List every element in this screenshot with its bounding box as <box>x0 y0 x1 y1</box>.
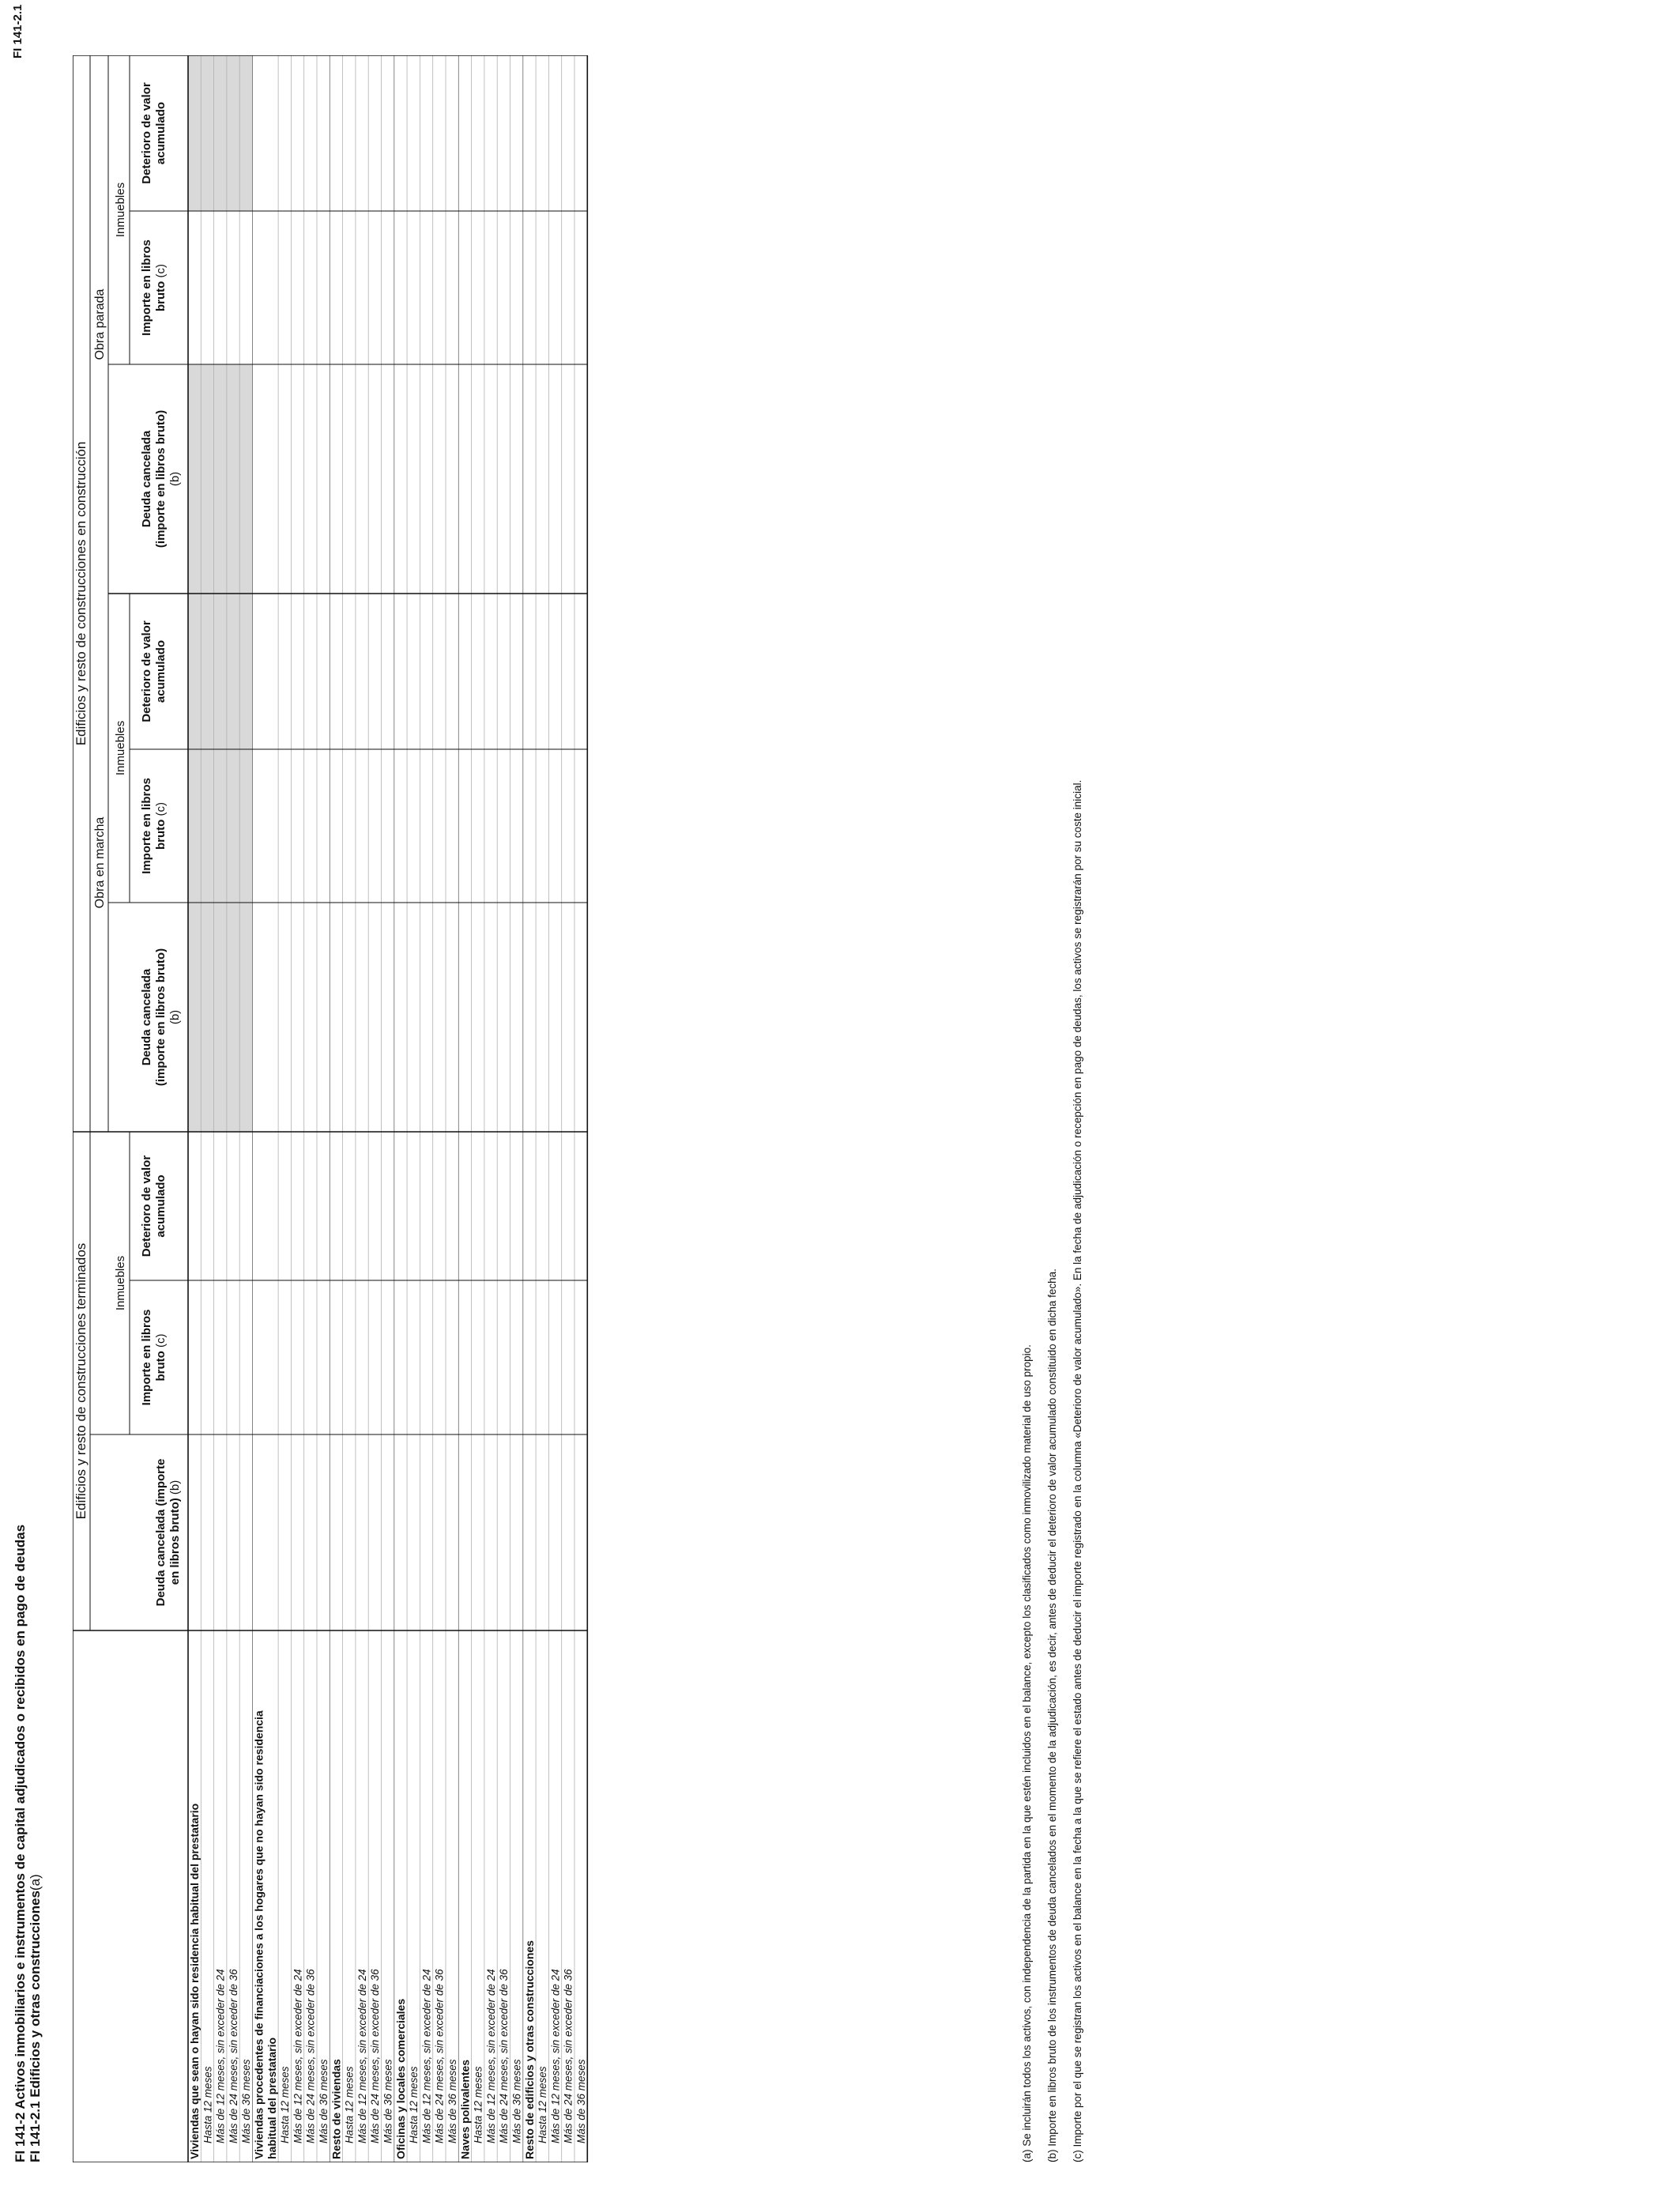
page-code: FI 141-2.1 <box>11 4 24 58</box>
row-group-label-4-0: Naves polivalentes <box>458 2059 472 2159</box>
colhead-deterioro-term-l2: acumulado <box>154 1174 168 1238</box>
row-group-label-5-0: Resto de edificios y otras construcciones <box>522 1940 536 2159</box>
row-label-3-3: Más de 36 meses <box>446 2059 458 2143</box>
row-label-2-0: Hasta 12 meses <box>343 2066 356 2143</box>
row-label-4-1: Más de 12 meses, sin exceder de 24 <box>484 1969 497 2143</box>
colhead-importe-parada-l2: bruto (c) <box>154 264 168 311</box>
title-block <box>13 1525 43 2162</box>
data-table <box>73 55 594 2162</box>
row-group-label-3-0: Oficinas y locales comerciales <box>394 1998 407 2159</box>
row-label-4-2: Más de 24 meses, sin exceder de 36 <box>498 1969 510 2143</box>
row-label-2-3: Más de 36 meses <box>382 2059 394 2143</box>
colhead-deuda-parada-l1: Deuda cancelada <box>140 430 153 528</box>
title-line-1: FI 141-2 Activos inmobiliarios e instrumentos de capital adjudicados o recibidos en pago de deudas <box>13 1524 28 2162</box>
colhead-deterioro-parada-l1: Deterioro de valor <box>140 82 153 184</box>
row-label-3-1: Más de 12 meses, sin exceder de 24 <box>420 1969 433 2143</box>
colhead-deuda-term-l2: en libros bruto) (b) <box>168 1480 182 1585</box>
row-label-2-1: Más de 12 meses, sin exceder de 24 <box>356 1969 368 2143</box>
row-label-4-3: Más de 36 meses <box>510 2059 523 2143</box>
row-group-label-0-0: Viviendas que sean o hayan sido residencia habitual del prestatario <box>188 1803 201 2159</box>
row-label-5-0: Hasta 12 meses <box>537 2066 549 2143</box>
row-label-1-2: Más de 24 meses, sin exceder de 36 <box>304 1969 317 2143</box>
footnote-c: (c) Importe por el que se registran los activos en el balance en la fecha a la que se refiere el estado antes de deducir el importe registrado en la columna «Deterioro de valor acumulado». En la fecha de adjudicación o recepción en pago de deudas, los activos se registrarán por su coste inicial. <box>1072 779 1083 2162</box>
row-label-5-3: Más de 36 meses <box>575 2059 587 2143</box>
colhead-deterioro-marcha-l1: Deterioro de valor <box>140 620 153 722</box>
row-label-0-2: Más de 24 meses, sin exceder de 36 <box>227 1969 239 2143</box>
colhead-deterioro-parada-l2: acumulado <box>154 101 168 165</box>
footnotes <box>1019 780 1095 2162</box>
row-label-1-1: Más de 12 meses, sin exceder de 24 <box>292 1969 304 2143</box>
row-label-4-0: Hasta 12 meses <box>472 2066 484 2143</box>
footnote-a: (a) Se incluirán todos los activos, con independencia de la partida en la que estén incluidos en el balance, excepto los clasificados como inmovilizado material de uso propio. <box>1021 1344 1033 2162</box>
title-note-ref: (a) <box>28 1874 43 1891</box>
footnote-b: (b) Importe en libros bruto de los instrumentos de deuda cancelados en el momento de la adjudicación, es decir, antes de deducir el deterioro de valor acumulado constituido en dicha fecha. <box>1046 1269 1058 2162</box>
colhead-deuda-parada-ref: (b) <box>168 471 182 487</box>
row-label-2-2: Más de 24 meses, sin exceder de 36 <box>369 1969 382 2143</box>
header-inmuebles-terminados: Inmuebles <box>114 1255 127 1311</box>
row-label-1-3: Más de 36 meses <box>318 2059 330 2143</box>
colhead-deuda-marcha-l1: Deuda cancelada <box>140 968 153 1066</box>
colhead-deuda-term-l1: Deuda cancelada (importe <box>154 1458 168 1607</box>
shaded-block-parada-deterioro <box>188 55 253 211</box>
colhead-deuda-marcha-ref: (b) <box>168 1009 182 1025</box>
colhead-importe-parada-l1: Importe en libros <box>140 239 153 336</box>
header-inmuebles-marcha: Inmuebles <box>114 720 127 776</box>
row-group-label-1-0: Viviendas procedentes de financiaciones a los hogares que no hayan sido residencia <box>252 1710 266 2159</box>
colhead-deuda-parada-l2: (importe en libros bruto) <box>154 409 168 548</box>
colhead-deterioro-marcha-l2: acumulado <box>154 639 168 703</box>
colhead-deterioro-term-l1: Deterioro de valor <box>140 1155 153 1257</box>
colhead-importe-term-l2: bruto (c) <box>154 1333 168 1382</box>
colhead-importe-marcha-l2: bruto (c) <box>154 802 168 850</box>
header-terminados: Edificios y resto de construcciones terminados <box>73 1242 89 1520</box>
header-obra-parada: Obra parada <box>93 288 107 360</box>
colhead-importe-marcha-l1: Importe en libros <box>140 778 153 874</box>
colhead-importe-term-l1: Importe en libros <box>140 1309 153 1406</box>
row-label-0-0: Hasta 12 meses <box>202 2066 214 2143</box>
row-label-3-2: Más de 24 meses, sin exceder de 36 <box>433 1969 446 2143</box>
row-label-5-1: Más de 12 meses, sin exceder de 24 <box>549 1969 562 2143</box>
row-group-label-2-0: Resto de viviendas <box>330 2059 343 2159</box>
row-label-0-3: Más de 36 meses <box>240 2059 253 2143</box>
table-grid <box>73 55 590 2162</box>
header-obra-en-marcha: Obra en marcha <box>93 816 107 909</box>
row-label-5-2: Más de 24 meses, sin exceder de 36 <box>562 1969 574 2143</box>
colhead-deuda-marcha-l2: (importe en libros bruto) <box>154 948 168 1087</box>
shaded-block-obra <box>188 364 253 1132</box>
header-en-construccion: Edificios y resto de construcciones en construcción <box>73 441 89 746</box>
row-label-3-0: Hasta 12 meses <box>408 2066 420 2143</box>
row-label-0-1: Más de 12 meses, sin exceder de 24 <box>214 1969 227 2143</box>
header-inmuebles-parada: Inmuebles <box>114 182 127 238</box>
row-group-label-1-1: habitual del prestatario <box>265 2037 278 2159</box>
title-line-2: FI 141-2.1 Edificios y otras construcciones(a) <box>28 1874 43 2162</box>
row-label-1-0: Hasta 12 meses <box>279 2066 292 2143</box>
